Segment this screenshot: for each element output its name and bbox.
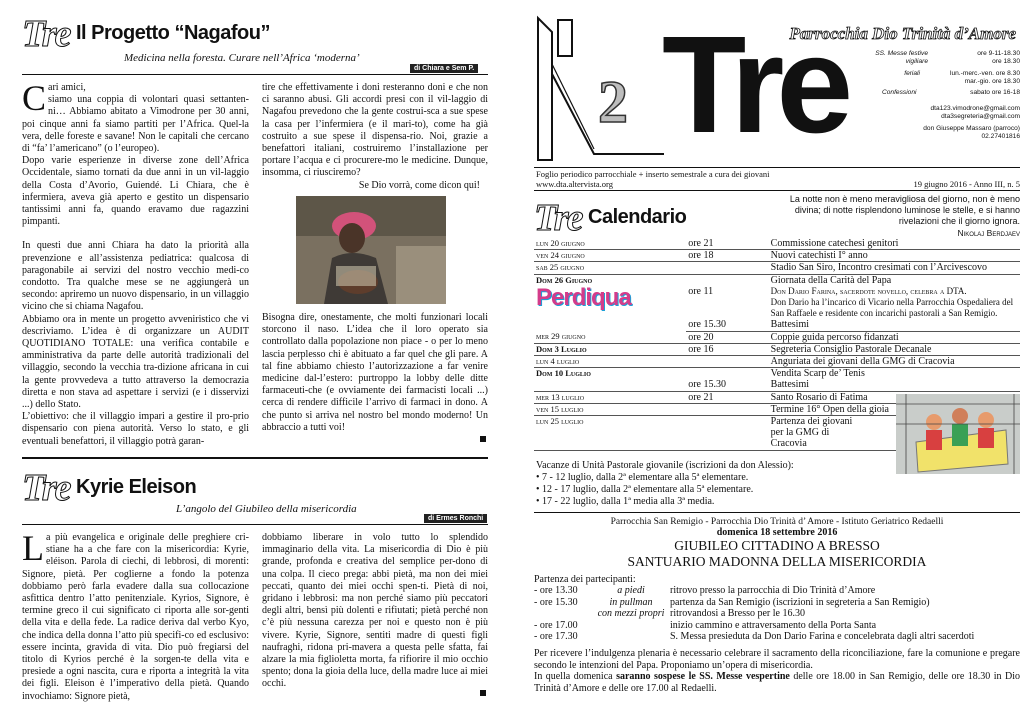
calendar-row: lun 4 luglio Anguriata dei giovani della GMG di Cracovia bbox=[534, 356, 1020, 368]
departure-row: con mezzi propri ritrovandosi a Bresso per le 16.30 bbox=[597, 608, 805, 620]
contact-phone: 02.27401816 bbox=[981, 133, 1020, 141]
article2-byline: di Ermes Ronchi bbox=[424, 514, 487, 523]
masthead-rule bbox=[534, 167, 1020, 168]
article2-title: Kyrie Eleison bbox=[76, 476, 197, 498]
calendar-row: ven 24 giugno ore 18 Nuovi catechisti I° anno bbox=[534, 250, 1020, 262]
calendar-row: ore 15.30 Battesimi bbox=[534, 379, 1020, 391]
vacanze-title: Vacanze di Unità Pastorale giovanile (iscrizioni da don Alessio): bbox=[536, 460, 794, 471]
vacanze-item: • 12 - 17 luglio, dalla 2ª elementare alla 5ª elementare. bbox=[536, 484, 754, 495]
calendar-row: ore 11 Don Dario Farina, sacerdote novello, celebra a DTA. bbox=[688, 285, 967, 297]
calendar-row: ore 15.30 Battesimi bbox=[534, 319, 1020, 331]
article2-subtitle: L’angolo del Giubileo della misericordia bbox=[176, 503, 357, 515]
departure-row: - ore 15.30 in pullman partenza da San Remigio (iscrizioni in segreteria a San Remigio) bbox=[534, 596, 930, 608]
calendar-row: mer 29 giugno ore 20 Coppie guida percorso fidanzati bbox=[534, 331, 1020, 343]
schedule-row: vigiliare ore 18.30 bbox=[905, 58, 1020, 66]
contacts bbox=[856, 105, 1020, 142]
schedule-row: feriali lun.-merc.-ven. ore 8.30 bbox=[904, 69, 1020, 77]
box-header: Parrocchia San Remigio - Parrocchia Dio Trinità d’ Amore - Istituto Geriatrico Redaelli bbox=[610, 517, 944, 527]
article1-text-1: ari amici, siamo una coppia di volontari quasi settanten-ni… Abbiamo abitato a Vimodrone per 30 anni, poi cinque anni fa siamo partiti per l’Africa. Quel-la vera, delle foreste e savane! Non le capitali che cercano di “fa’ l’americano” (o l’europeo). Dopo varie esperienze in diverse zone dell’Africa Occidentale, siamo tornati da due anni in un vil-laggio della Costa d’Avorio, Guiendé. Li Chiara, che è infermiera, aveva già aperto e gestito un dispensario tantissimi anni fa, quando eravamo due ragazzini pimpanti. bbox=[22, 82, 249, 228]
tagline: Foglio periodico parrocchiale + inserto semestrale a cura dei giovani bbox=[536, 169, 770, 179]
departure-row: - ore 13.30 a piedi ritrovo presso la parrocchia di Dio Trinità d’Amore bbox=[534, 585, 876, 596]
article1-title: Il Progetto “Nagafou” bbox=[76, 22, 270, 44]
article2-text-2: dobbiamo liberare in volo tutto lo splendido immaginario della vita. La misericordia di Dio è più grande, profonda e creativa del semplice per-dono di una colpa. Il cieco prega: abbi pietà, ma non dei miei peccati, quanto dei miei occhi spen-ti. Pietà di noi, gridano i lebbrosi: ma non perché siamo più peccatori degli altri, bensì più dolenti e rifiutati; pietà perché non c’è più nessuna carezza per noi e questo non è più vivere. Kyrie, Signore, sentiti madre di questi figli naufraghi, ridona pri-mavera a questa pelle sfatta, fai alzare la mia figlioletta morta, fa rifiorire il mio occhio spento; dona la gioia della luce, della madre luce ai miei occhi. bbox=[262, 532, 488, 690]
calendar-row: Dom 10 Luglio Vendita Scarp de’ Tenis bbox=[536, 368, 865, 380]
perdiqua-text: Perdiqua bbox=[536, 283, 631, 311]
calendar-row: lun 25 luglio Partenza dei giovani per la GMG di Cracovia bbox=[534, 416, 1020, 451]
schedule-row: Confessioni sabato ore 16-18 bbox=[882, 88, 1020, 96]
calendar-row: mer 13 luglio ore 21 Santo Rosario di Fatima bbox=[534, 391, 1020, 403]
website[interactable]: www.dta.altervista.org bbox=[536, 179, 613, 189]
article1-subtitle: Medicina nella foresta. Curare nell’Africa ‘moderna’ bbox=[124, 52, 360, 64]
vacanze-section bbox=[536, 460, 886, 508]
box-closing-2: In quella domenica saranno sospese le SS. Messe vespertine delle ore 18.00 in San Remigio, delle ore 18.30 in Dio Trinità d’Amore e delle ore 17.00 al Redaelli. bbox=[534, 671, 1021, 694]
calendar-row-dom26: Dom 26 Giugno Perdiqua Giornata della Carità del Papa bbox=[534, 274, 1020, 286]
dom26-date: Dom 26 Giugno bbox=[536, 274, 593, 285]
article2-rule bbox=[22, 524, 488, 525]
perdiqua-badge bbox=[536, 283, 648, 328]
end-mark-2 bbox=[480, 690, 486, 696]
article2-column-2 bbox=[262, 532, 488, 691]
masthead-number: 2 bbox=[598, 69, 628, 135]
box-title-2: SANTUARIO MADONNA DELLA MISERICORDIA bbox=[627, 554, 927, 569]
box-date: domenica 18 settembre 2016 bbox=[716, 527, 838, 538]
article1-dropcap: C bbox=[22, 78, 47, 118]
contact-email-2[interactable]: dta3segreteria@gmail.com bbox=[941, 113, 1020, 121]
departures-title: Partenza dei partecipanti: bbox=[534, 574, 636, 585]
contact-parroco: don Giuseppe Massaro (parroco) bbox=[923, 124, 1020, 132]
vacanze-item: • 17 - 22 luglio, dalla 1ª media alla 3ª media. bbox=[536, 496, 715, 507]
article1-rule bbox=[22, 74, 488, 75]
vacanze-item: • 7 - 12 luglio, dalla 2ª elementare alla 5ª elementare. bbox=[536, 472, 749, 483]
masthead-title: Tre bbox=[662, 8, 846, 162]
article2-text-1: a più evangelica e originale delle preghiere cri-stiane ha a che fare con la misericordia: Kyrie, eléison. Parola di ciechi, di lebbrosi, di morenti: Signore, pietà. Per coglierne a fondo la potenza dobbiamo però farla evadere dalla sua collocazione asfittica dentro l’atto penitenziale. Kyrios, Signore, è termine greco il cui significato ci riporta alle sor-genti della vita e della fede. La radice deriva dal verbo Kyo, che indica della donna l’atto più specifi-co ed esclusivo: essere incinta, gravida di vita. Dio può fregiarsi del titolo di Kyrios perché è la sorgen-te della vita e presiede a ogni nascita, cura e riporta a integrità la vita dei figli. Eleison è l’imperativo della pietà. Quando invochiamo: Signore pietà, bbox=[22, 532, 249, 702]
departures-list bbox=[534, 585, 1020, 643]
tre-logo-small-2: Tre bbox=[22, 467, 70, 509]
calendar-row: ven 15 luglio Termine 16° Open della gioia bbox=[534, 403, 1020, 415]
article1-column-2 bbox=[262, 82, 488, 192]
quote-author: Nikolaj Berdjaev bbox=[957, 228, 1020, 238]
issue-info: 19 giugno 2016 - Anno III, n. 5 bbox=[913, 179, 1020, 189]
right-page bbox=[512, 0, 1024, 724]
article1-text-2: In questi due anni Chiara ha dato la priorità alla prevenzione e all’assistenza pediatrica: qualcosa di paragonabile ai servizi del nostro vecchio medi-co condotto. Tra qualche mese se ne aggiungerà un secondo: apriremo un nuovo dispensario, in un villaggio vicino che si chiama Nagafou. Abbiamo ora in mente un progetto avveniristico che vi descriviamo. L’idea è di organizzare un AUDIT QUOTIDIANO TOTALE: una verifica contabile e amministrativa da parte delle autorità tradizionali del villaggio, secondo la vecchia tra-dizione africana in cui la gente provvedeva a tutto attraverso la democrazia diretta e non stava ad aspettare i servizi (e i disservizi ...) dello Stato. L’obiettivo: che il villaggio impari a gestire il pro-prio dispensario con piena autorità. Verso lo stato, e gli eventuali benefattori, il villaggio potrà garan- bbox=[22, 240, 249, 447]
mass-schedule bbox=[856, 50, 1020, 142]
giubileo-box bbox=[534, 512, 1020, 710]
calendar-row: lun 20 giugno ore 21 Commissione catechesi genitori bbox=[534, 238, 1020, 250]
article1-column-2b bbox=[262, 312, 488, 434]
calendar-title: Calendario bbox=[588, 206, 687, 228]
calendar-row: Dom 3 Luglio ore 16 Segreteria Consiglio Pastorale Decanale bbox=[534, 343, 1020, 355]
article1-column-1 bbox=[22, 78, 249, 448]
departure-row: - ore 17.30 S. Messa presieduta da Don Dario Farina e concelebrata dagli altri sacerdoti bbox=[534, 631, 975, 643]
calendar-row: sab 25 giugno Stadio San Siro, Incontro cresimati con l’Arcivescovo bbox=[534, 262, 1020, 274]
children-drawing-image bbox=[896, 394, 1020, 474]
article1-text-3-end: Se Dio vorrà, come dicon qui! bbox=[358, 179, 480, 191]
photo-nurse-with-child bbox=[296, 196, 446, 304]
article2-dropcap: L bbox=[22, 528, 44, 568]
photo-illustration bbox=[296, 196, 446, 304]
masthead-rule-2 bbox=[534, 190, 1020, 191]
article1-text-3: tire che effettivamente i doni resteranno doni e che non ci saranno abusi. Gli accordi presi con il vil-laggio di Nagafou prevedono che la gente costrui-sca a sue spese la casa per l’infermiera (e il mari-to), come ha già costruito a sue spese il dispensa-rio. Noi, grazie a benefattori italiani, costruiremo l’installazione per portare l’acqua e ci procurere-mo le medicine. Dunque, insomma, ci riusciremo? bbox=[262, 82, 488, 179]
contact-email-1[interactable]: dta123.vimodrone@gmail.com bbox=[930, 105, 1020, 113]
article1-byline: di Chiara e Sem P. bbox=[410, 64, 478, 73]
drawing-illustration bbox=[896, 394, 1020, 474]
box-closing: Per ricevere l’indulgenza plenaria è necessario celebrare il sacramento della riconciliazione, fare la comunione e pregare secondo le intenzioni del Papa. Proponiamo un’opera di misericordia. bbox=[534, 647, 1020, 671]
section-divider-left bbox=[22, 457, 488, 459]
parish-name: Parrocchia Dio Trinità d’Amore bbox=[789, 24, 1016, 43]
calendar-row: Don Dario ha l’incarico di Vicario nella Parrocchia Ospedaliera del San Raffaele e residente con incarichi pastorali a San Remigio. bbox=[770, 297, 1014, 319]
schedule-row: mar.-gio. ore 18.30 bbox=[964, 78, 1020, 86]
article2-column-1 bbox=[22, 528, 249, 703]
tre-logo-small: Tre bbox=[22, 13, 70, 55]
quote: La notte non è meno meravigliosa del giorno, non è meno divina; di notte risplendono luminose le stelle, e si hanno rivelazioni che il giorno ignora. bbox=[789, 194, 1020, 226]
departure-row: - ore 17.00 inizio cammino e attraversamento della Porta Santa bbox=[534, 619, 877, 631]
box-title-1: GIUBILEO CITTADINO A BRESSO bbox=[674, 538, 880, 553]
schedule-row: SS. Messe festive ore 9-11-18.30 bbox=[875, 50, 1020, 57]
end-mark-1 bbox=[480, 436, 486, 442]
article1-text-4: Bisogna dire, onestamente, che molti funzionari locali storcono il naso. L’idea che il loro operato sia controllato dalla popolazione non piace - o per lo meno lascia perplesso chi è abituato a far quel che gli pare. A tal fine abbiamo chiesto l’autorizzazione a far venire medicine dal-l’estero: purtroppo la lobby delle ditte farmaceuti-che (e ovviamente dei farmacisti locali ...) cerca di rendere difficile l’arrivo di farmaci in dono. A che punto si arriva nel nostro bel mondo moderno! Un abbraccio a tutti voi! bbox=[262, 312, 488, 433]
tre-logo-calendar: Tre bbox=[534, 197, 582, 239]
